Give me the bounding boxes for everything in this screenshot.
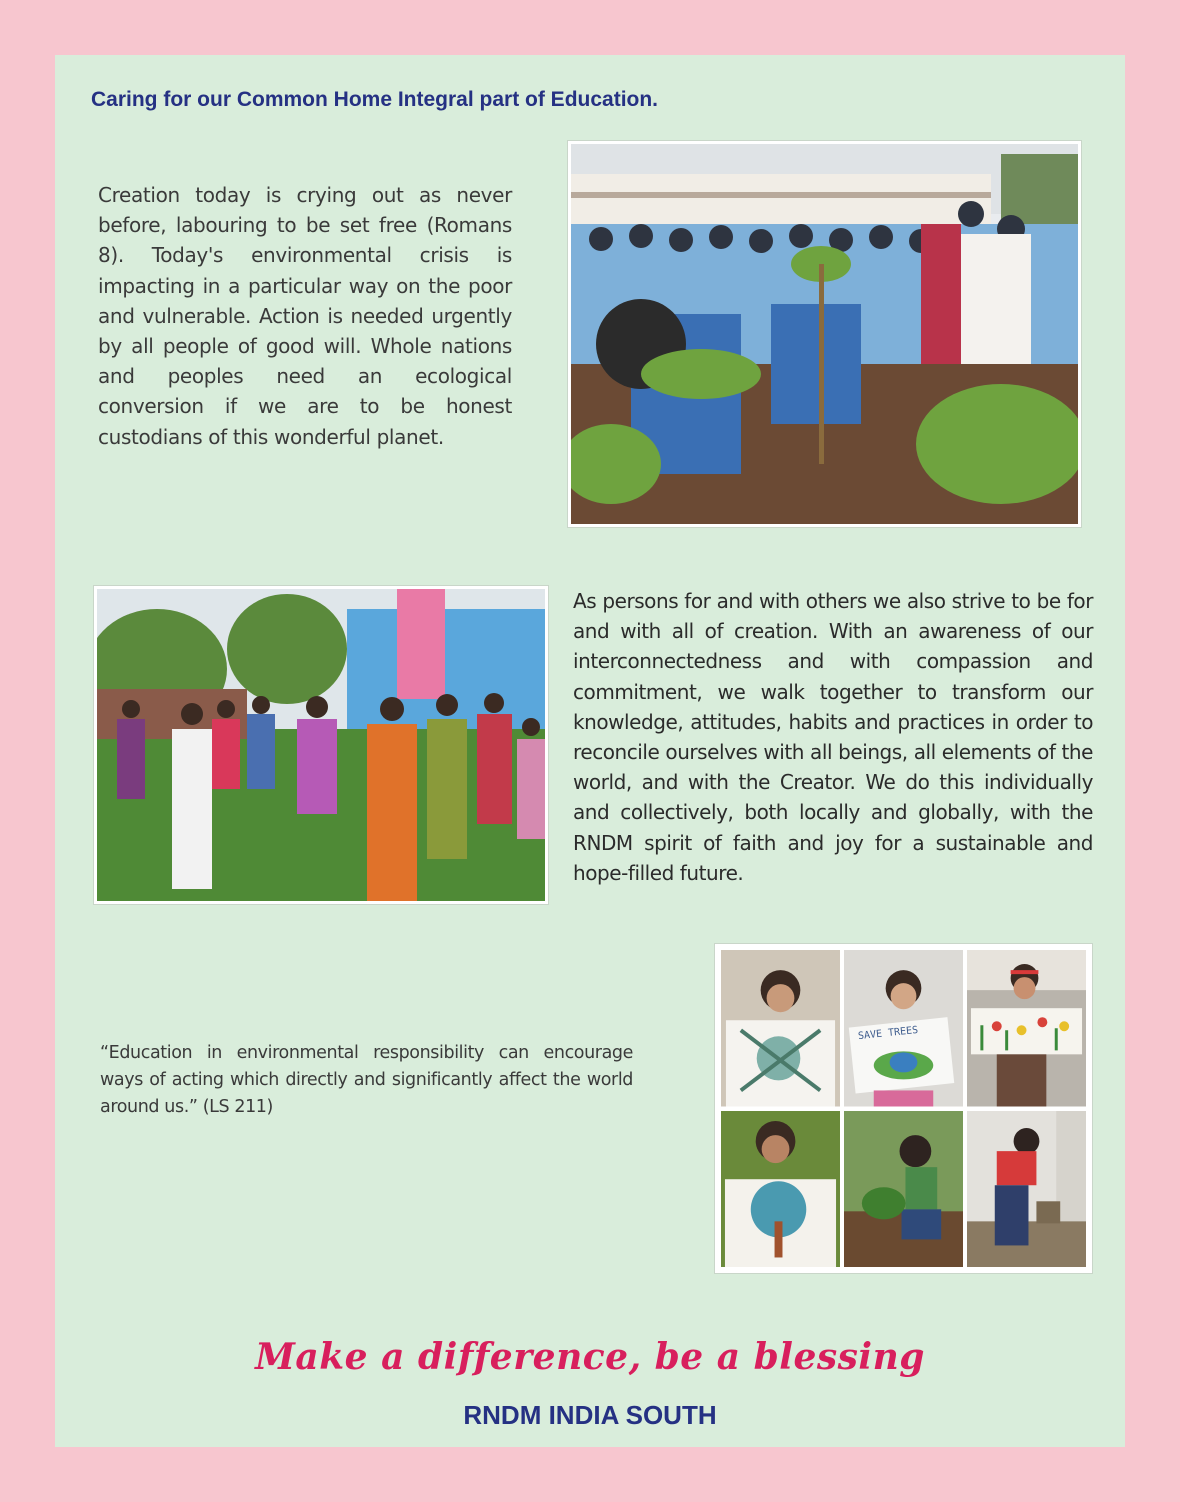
collage-flower-drawing: [967, 950, 1086, 1107]
photo-students-planting-tree: [568, 141, 1081, 527]
tagline: Make a difference, be a blessing: [255, 1336, 925, 1378]
page-heading: Caring for our Common Home Integral part of Education.: [91, 88, 659, 111]
children-collage-grid: [721, 950, 1086, 1267]
collage-drawing-earth: [721, 950, 840, 1107]
creation-paragraph: As persons for and with others we also strive to be for and with all of creation. With an awareness of our interconnectedness and with compassion and commitment, we walk together to transform our knowledge, attitudes, habits and practices in order to reconcile ourselves with all beings, all elements of the world, and with the Creator. We do this individually and collectively, both locally and globally, with the RNDM spirit of faith and joy for a sustainable and hope-filled future.: [573, 589, 1093, 885]
photo-women-with-saplings: [94, 586, 548, 904]
collage-save-trees-sign: [844, 950, 963, 1107]
save-trees-text: SAVE TREES: [857, 1024, 919, 1043]
collage-girl-with-pot: [967, 1111, 1086, 1268]
intro-paragraph: Creation today is crying out as never before, labouring to be set free (Romans 8). Today's environmental crisis is impacting in a particular way on the poor and vulnerable. Action is needed urgently by all people of good will. Whole nations and peoples need an ecological conversion if we are to be honest custodians of this wonderful planet.: [98, 183, 512, 449]
laudato-si-quote: “Education in environmental responsibility can encourage ways of acting which directly and significantly affect the world around us.” (LS 211): [100, 1043, 633, 1117]
collage-girl-planting: [844, 1111, 963, 1268]
organization-name: RNDM INDIA SOUTH: [463, 1400, 717, 1430]
collage-tree-drawing: [721, 1111, 840, 1268]
